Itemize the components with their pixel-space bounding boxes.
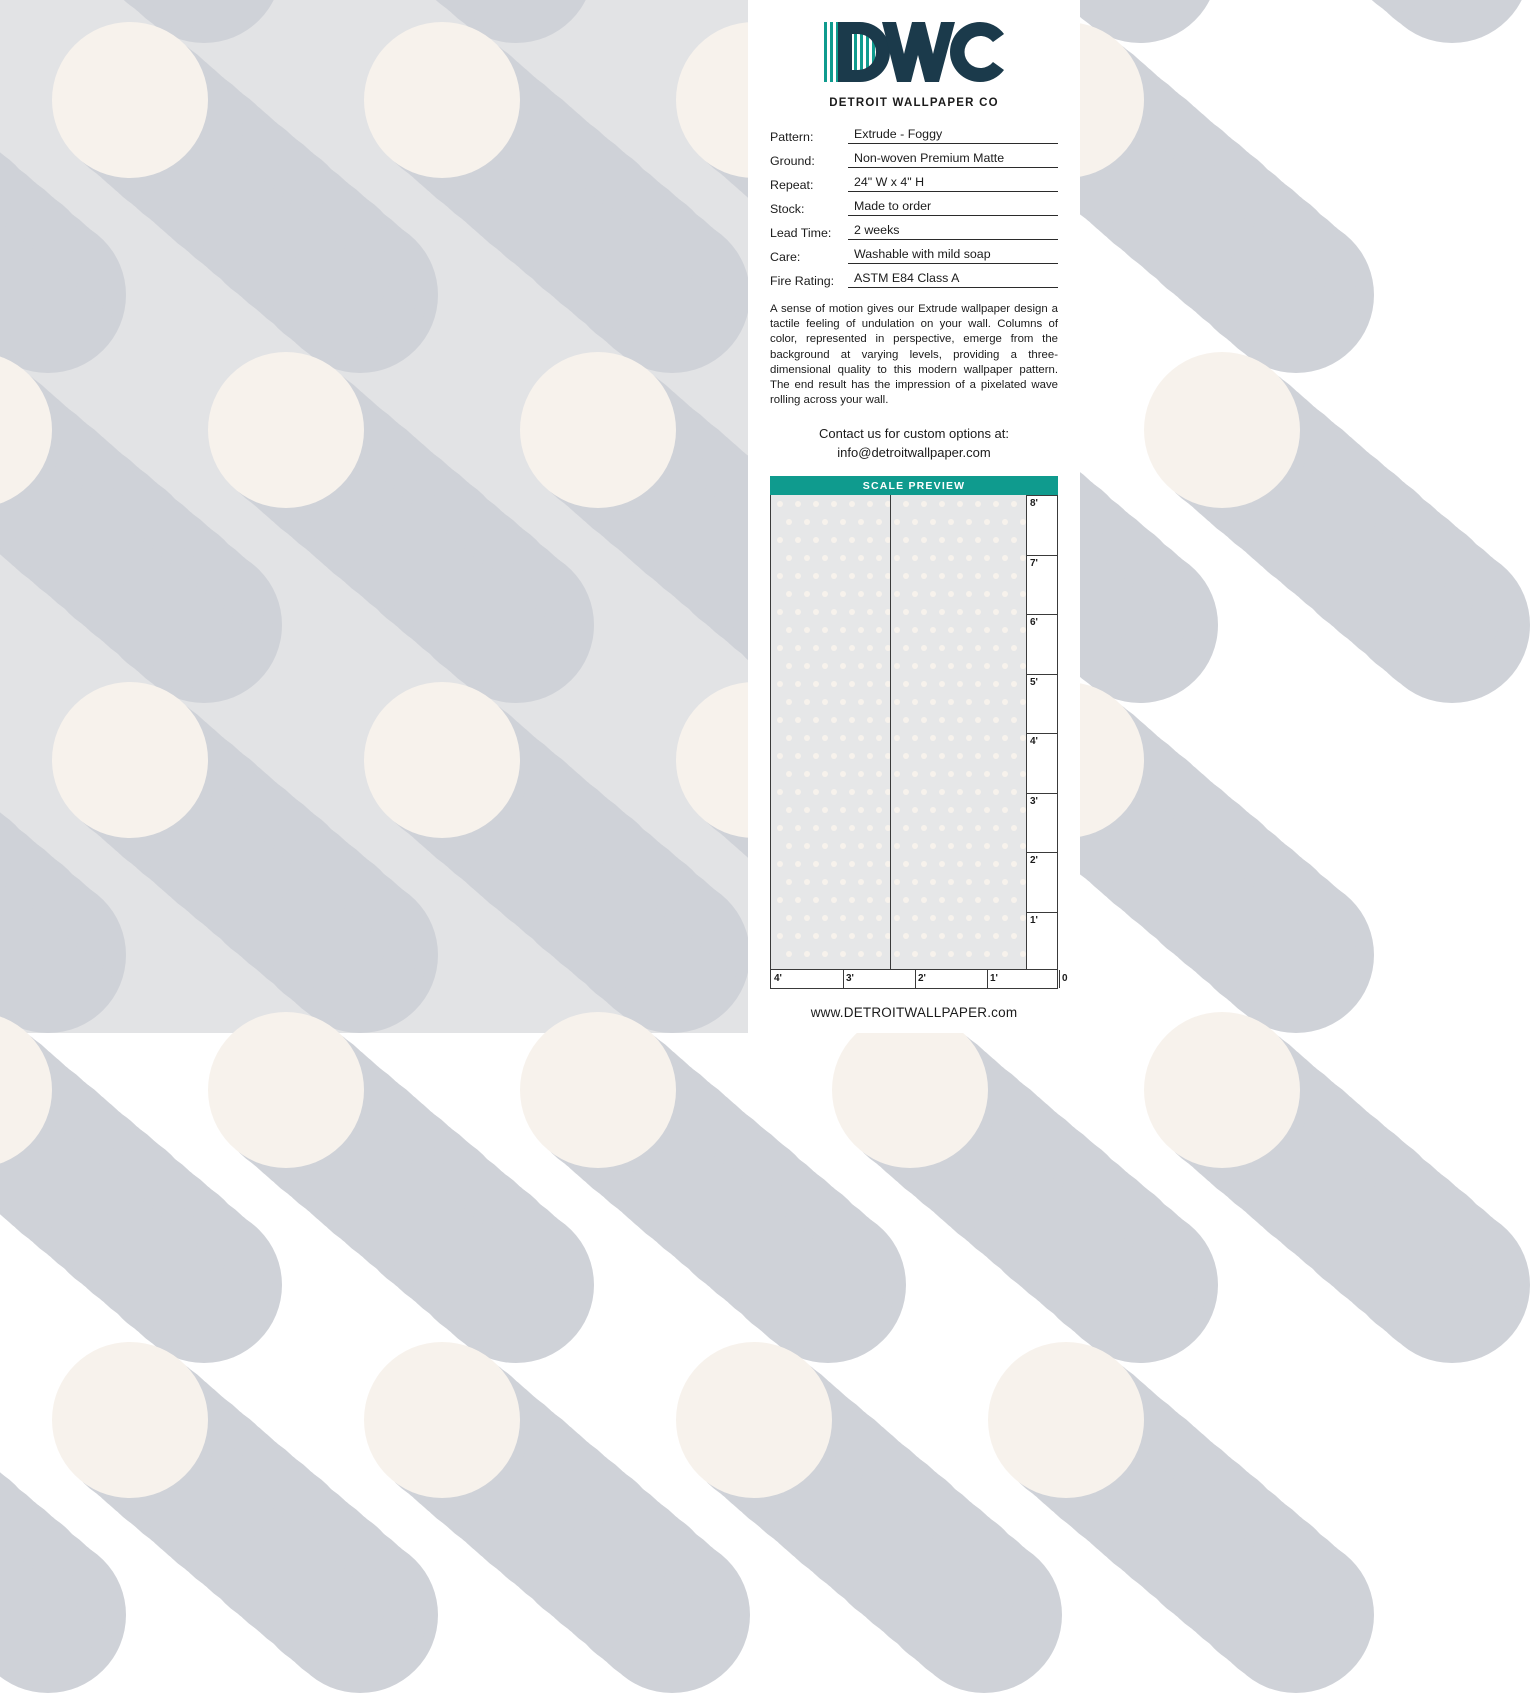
- ruler-tick-label: 0: [1062, 973, 1068, 985]
- spec-row: [770, 223, 1058, 240]
- spec-label: Repeat:: [770, 178, 814, 192]
- scale-preview-body: [770, 495, 1068, 989]
- spec-label: Stock:: [770, 202, 805, 216]
- contact-block: [770, 424, 1058, 462]
- spec-value: Made to order: [848, 199, 1058, 216]
- horizontal-ruler: [771, 969, 1068, 988]
- ruler-tick-label: 5': [1030, 676, 1038, 688]
- info-panel: [748, 0, 1080, 1033]
- vertical-ruler: [1026, 495, 1057, 970]
- ruler-tick-label: 3': [1030, 795, 1038, 807]
- ruler-tick-label: 8': [1030, 498, 1038, 510]
- ruler-tick-label: 2': [918, 973, 926, 985]
- brand-subtitle: DETROIT WALLPAPER CO: [829, 97, 999, 109]
- ruler-tick-label: 4': [1030, 736, 1038, 748]
- spec-label: Pattern:: [770, 130, 814, 144]
- contact-line: Contact us for custom options at:: [818, 426, 1010, 442]
- spec-value: Washable with mild soap: [848, 247, 1058, 264]
- pattern-dot-layer: [0, 0, 748, 1033]
- dwc-logo-mark: [818, 16, 1010, 90]
- spec-value: 24" W x 4" H: [848, 175, 1058, 192]
- spec-value: Extrude - Foggy: [848, 127, 1058, 144]
- ruler-tick-label: 2': [1030, 855, 1038, 867]
- website-footer: www.DETROITWALLPAPER.com: [810, 1005, 1018, 1021]
- spec-row: [770, 151, 1058, 168]
- ruler-tick-label: 7': [1030, 557, 1038, 569]
- pattern-description: A sense of motion gives our Extrude wallpaper design a tactile feeling of undulation on your wall. Columns of color, represented in perspective, emerge from the background at varying levels, providing a three-dimensional quality to this modern wallpaper pattern. The end result has the impression of a pixelated wave rolling across your wall.: [770, 303, 1058, 407]
- ruler-tick-label: 1': [1030, 914, 1038, 926]
- wallpaper-spec-sheet: [0, 0, 1080, 1033]
- spec-label: Lead Time:: [770, 226, 832, 240]
- ruler-tick-label: 1': [990, 973, 998, 985]
- pattern-swatch: [0, 0, 748, 1033]
- spec-label: Fire Rating:: [770, 274, 835, 288]
- ruler-tick-label: 4': [774, 973, 782, 985]
- ruler-tick-label: 3': [846, 973, 854, 985]
- spec-label: Care:: [770, 250, 801, 264]
- contact-email: info@detroitwallpaper.com: [837, 445, 991, 461]
- spec-row: [770, 271, 1058, 288]
- spec-value: Non-woven Premium Matte: [848, 151, 1058, 168]
- spec-row: [770, 247, 1058, 264]
- spec-value: 2 weeks: [848, 223, 1058, 240]
- spec-row: [770, 175, 1058, 192]
- spec-label: Ground:: [770, 154, 815, 168]
- spec-table: [770, 127, 1058, 288]
- spec-row: [770, 127, 1058, 144]
- brand-logo: [770, 0, 1058, 109]
- spec-row: [770, 199, 1058, 216]
- ruler-tick-label: 6': [1030, 617, 1038, 629]
- scale-preview: [770, 476, 1068, 989]
- scale-preview-title: SCALE PREVIEW: [770, 476, 1058, 495]
- scale-preview-pattern: [771, 495, 1027, 970]
- spec-value: ASTM E84 Class A: [848, 271, 1058, 288]
